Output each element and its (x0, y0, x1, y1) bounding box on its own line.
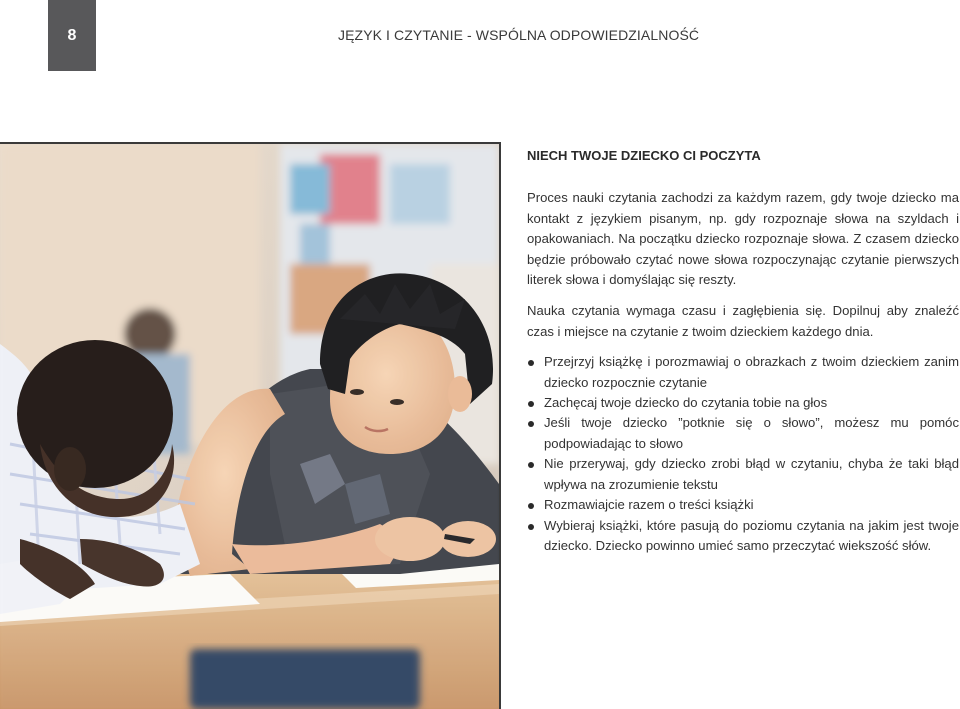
list-item: Przejrzyj książkę i porozmawiaj o obrazkach z twoim dzieckiem zanim dziecko rozpocznie czytanie (527, 352, 959, 393)
page-number: 8 (48, 0, 96, 71)
intro-paragraph: Proces nauki czytania zachodzi za każdym razem, gdy twoje dziecko ma kontakt z językiem pisanym, np. gdy rozpoznaje słowa na szyldach i opakowaniach. Na początku dziecko rozpoznaje słowa. Z czasem dziecko będzie próbowało czytać nowe słowa rozpoczynając czytanie pierwszych literek słowa i domyślając się reszty. (527, 190, 959, 288)
list-item: Zachęcaj twoje dziecko do czytania tobie na głos (527, 393, 959, 413)
time-paragraph: Nauka czytania wymaga czasu i zagłębienia się. Dopilnuj aby znaleźć czas i miejsce na czytanie z twoim dzieckiem każdego dnia. (527, 303, 959, 339)
list-item: Wybieraj książki, które pasują do poziomu czytania na jakim jest twoje dziecko. Dziecko powinno umieć samo przeczytać wiekszość słów. (527, 516, 959, 557)
list-item: Rozmawiajcie razem o treści książki (527, 495, 959, 515)
tips-list (527, 352, 959, 556)
children-reading-photo (0, 142, 501, 709)
running-header: JĘZYK I CZYTANIE - WSPÓLNA ODPOWIEDZIALNOŚĆ (338, 27, 700, 43)
article (527, 146, 959, 556)
photo-illustration (0, 144, 499, 709)
section-heading: NIECH TWOJE DZIECKO CI POCZYTA (527, 148, 761, 163)
list-item: Jeśli twoje dziecko ”potknie się o słowo”, możesz mu pomóc podpowiadając to słowo (527, 413, 959, 454)
list-item: Nie przerywaj, gdy dziecko zrobi błąd w czytaniu, chyba że taki błąd wpływa na zrozumienie tekstu (527, 454, 959, 495)
